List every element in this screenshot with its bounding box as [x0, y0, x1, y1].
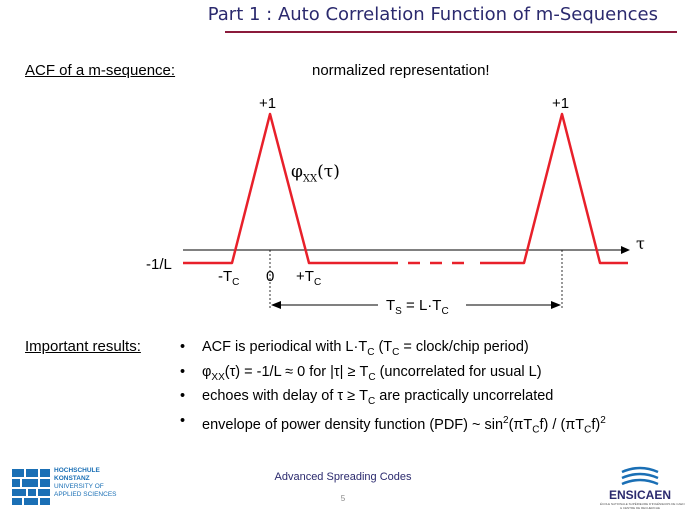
result-item-envelope: • envelope of power density function (PDF) ~ $\sin^2(\pi T_Cf) / (\pi T_Cf)^2$ — [180, 412, 606, 436]
ensicaen-text: ENSICAEN — [608, 488, 671, 502]
ensicaen-emblem-icon — [620, 466, 660, 488]
ensicaen-subtext-2: & CENTRE DE RECHERCHE — [619, 506, 660, 510]
results-list — [178, 337, 606, 435]
normalized-note: normalized representation! — [312, 62, 490, 79]
ensicaen-subtext-1: ÉCOLE NATIONALE SUPÉRIEURE D'INGÉNIEURS DE CAEN — [600, 502, 685, 506]
result-item-periodic: • ACF is periodical with $L\cdot T_C$ ($T_C$ = clock/chip period) — [180, 339, 529, 358]
acf-curve-right — [480, 114, 628, 263]
neg-one-over-l-label: -1/L — [146, 256, 172, 273]
peak-label-2: +1 — [552, 95, 570, 112]
ensicaen-logo — [600, 466, 685, 512]
ts-arrow-head-left — [271, 301, 281, 309]
acf-heading: ACF of a m-sequence: — [25, 62, 176, 79]
bullet-icon: • — [180, 363, 186, 380]
pos-tc-label: $+T_C$ — [296, 268, 322, 288]
page-number: 5 — [340, 494, 346, 503]
tau-label: τ — [636, 234, 645, 253]
result-item-echoes: • echoes with delay of $\tau \ge T_C$ are practically uncorrelated — [180, 388, 554, 407]
hochschule-text: HOCHSCHULE KONSTANZ UNIVERSITY OF APPLIED SCIENCES — [54, 467, 117, 498]
zero-label: 0 — [266, 268, 275, 285]
bullet-icon: • — [180, 388, 186, 404]
footer-title: Advanced Spreading Codes — [274, 471, 412, 483]
phi-xx-label: $\varphi_{XX}(\tau)$ — [291, 162, 340, 185]
bullet-icon: • — [180, 412, 186, 429]
ts-label: $T_S = L\cdot T_C$ — [386, 297, 449, 317]
ts-arrow-head-right — [551, 301, 561, 309]
bullet-icon: • — [180, 339, 186, 355]
neg-tc-label: $-T_C$ — [218, 268, 240, 288]
slide-title: Part 1 : Auto Correlation Function of m-Sequences — [207, 4, 658, 25]
acf-curve-left — [183, 114, 398, 263]
result-item-uncorrelated: • $\varphi_{XX}(\tau) = -1/L \approx 0$ for $|\tau| \ge T_C$ (uncorrelated for usual L) — [180, 363, 542, 383]
tau-axis-arrow — [621, 246, 630, 254]
results-label: Important results: — [25, 338, 141, 355]
peak-label-1: +1 — [259, 95, 277, 112]
